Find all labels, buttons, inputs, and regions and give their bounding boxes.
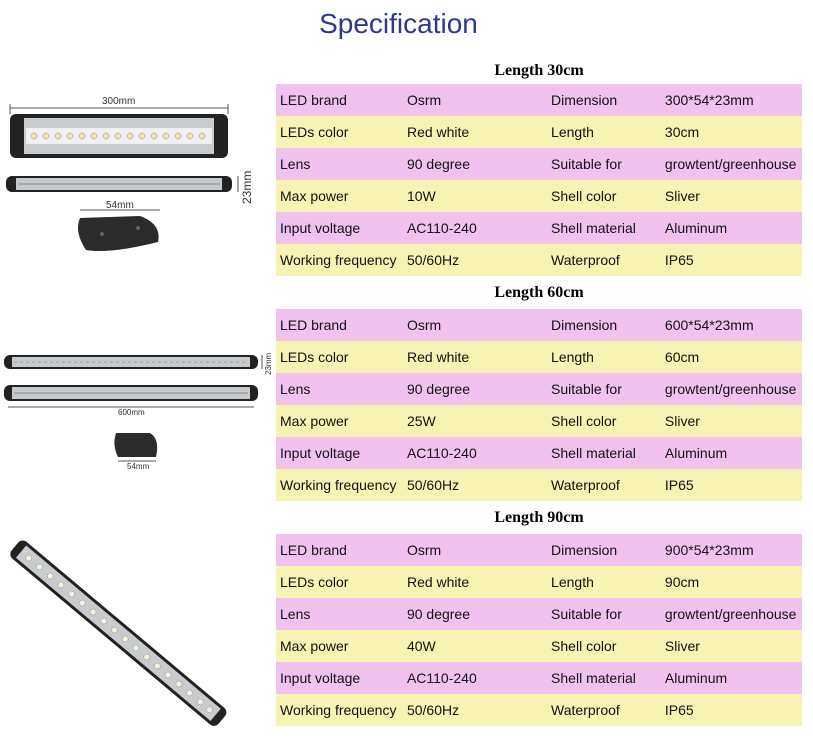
spec-label: Dimension (547, 84, 661, 116)
spec-label: Shell color (547, 630, 661, 662)
spec-table-60cm (276, 309, 802, 501)
spec-row (276, 694, 802, 726)
spec-label: Max power (276, 405, 403, 437)
spec-row (276, 373, 802, 405)
spec-value: growtent/greenhouse (661, 373, 802, 405)
spec-label: Working frequency (276, 694, 403, 726)
spec-value: 10W (403, 180, 547, 212)
spec-row (276, 534, 802, 566)
spec-value: 90 degree (403, 598, 547, 630)
spec-label: LEDs color (276, 566, 403, 598)
spec-value: AC110-240 (403, 662, 547, 694)
spec-label: Shell material (547, 662, 661, 694)
spec-value: Aluminum (661, 662, 802, 694)
spec-label: Length (547, 341, 661, 373)
spec-value: 600*54*23mm (661, 309, 802, 341)
spec-value: growtent/greenhouse (661, 148, 802, 180)
spec-value: 90 degree (403, 148, 547, 180)
spec-row (276, 309, 802, 341)
section-heading-60cm: Length 60cm (494, 284, 584, 301)
spec-value: Osrm (403, 534, 547, 566)
spec-label: Input voltage (276, 437, 403, 469)
spec-label: Shell material (547, 437, 661, 469)
spec-value: 60cm (661, 341, 802, 373)
page-title: Specification (319, 8, 478, 39)
dim-label-height: 23mm (264, 352, 273, 375)
spec-label: Working frequency (276, 244, 403, 276)
spec-label: Suitable for (547, 148, 661, 180)
spec-label: Waterproof (547, 469, 661, 501)
spec-label: Lens (276, 598, 403, 630)
dim-label-length: 300mm (102, 96, 136, 107)
spec-value: Osrm (403, 84, 547, 116)
spec-row (276, 180, 802, 212)
spec-label: LEDs color (276, 116, 403, 148)
spec-value: 40W (403, 630, 547, 662)
spec-label: Max power (276, 630, 403, 662)
spec-value: 90cm (661, 566, 802, 598)
spec-row (276, 662, 802, 694)
spec-value: Red white (403, 116, 547, 148)
spec-row (276, 630, 802, 662)
spec-value: 90 degree (403, 373, 547, 405)
spec-value: IP65 (661, 244, 802, 276)
spec-value: IP65 (661, 469, 802, 501)
spec-value: Aluminum (661, 437, 802, 469)
spec-value: 50/60Hz (403, 244, 547, 276)
spec-label: Input voltage (276, 212, 403, 244)
spec-label: Lens (276, 373, 403, 405)
spec-label: LED brand (276, 309, 403, 341)
spec-row (276, 566, 802, 598)
spec-label: Waterproof (547, 694, 661, 726)
spec-label: LEDs color (276, 341, 403, 373)
spec-value: AC110-240 (403, 212, 547, 244)
spec-value: 25W (403, 405, 547, 437)
spec-label: Suitable for (547, 373, 661, 405)
dim-label-length: 600mm (118, 408, 145, 417)
spec-label: Shell color (547, 405, 661, 437)
spec-label: Input voltage (276, 662, 403, 694)
spec-value: Sliver (661, 180, 802, 212)
spec-value: 900*54*23mm (661, 534, 802, 566)
spec-row (276, 405, 802, 437)
spec-value: Red white (403, 566, 547, 598)
spec-row (276, 148, 802, 180)
spec-label: Lens (276, 148, 403, 180)
spec-label: LED brand (276, 84, 403, 116)
spec-value: 50/60Hz (403, 469, 547, 501)
spec-row (276, 212, 802, 244)
spec-row (276, 341, 802, 373)
spec-value: Sliver (661, 630, 802, 662)
dim-label-width: 54mm (106, 200, 134, 211)
spec-label: LED brand (276, 534, 403, 566)
spec-row (276, 598, 802, 630)
spec-row (276, 469, 802, 501)
spec-row (276, 116, 802, 148)
spec-value: 30cm (661, 116, 802, 148)
spec-value: Red white (403, 341, 547, 373)
product-image-30cm (0, 92, 270, 267)
spec-value: 300*54*23mm (661, 84, 802, 116)
spec-label: Dimension (547, 534, 661, 566)
section-heading-30cm: Length 30cm (494, 62, 584, 79)
spec-label: Shell material (547, 212, 661, 244)
product-image-90cm (0, 530, 270, 730)
spec-row (276, 244, 802, 276)
spec-label: Length (547, 566, 661, 598)
spec-label: Waterproof (547, 244, 661, 276)
spec-label: Dimension (547, 309, 661, 341)
dim-label-height: 23mm (240, 170, 254, 204)
spec-label: Length (547, 116, 661, 148)
spec-value: Osrm (403, 309, 547, 341)
spec-label: Working frequency (276, 469, 403, 501)
spec-label: Shell color (547, 180, 661, 212)
spec-value: 50/60Hz (403, 694, 547, 726)
product-image-60cm (0, 345, 273, 475)
spec-table-90cm (276, 534, 802, 726)
spec-row (276, 437, 802, 469)
spec-label: Max power (276, 180, 403, 212)
dim-label-width: 54mm (127, 462, 150, 471)
spec-value: growtent/greenhouse (661, 598, 802, 630)
spec-value: Sliver (661, 405, 802, 437)
spec-value: Aluminum (661, 212, 802, 244)
led-bar-90cm-drawing (0, 530, 270, 730)
section-heading-90cm: Length 90cm (494, 509, 584, 526)
spec-table-30cm (276, 84, 802, 276)
spec-value: AC110-240 (403, 437, 547, 469)
spec-row (276, 84, 802, 116)
led-bar-30cm-drawing (0, 92, 270, 267)
spec-label: Suitable for (547, 598, 661, 630)
spec-value: IP65 (661, 694, 802, 726)
